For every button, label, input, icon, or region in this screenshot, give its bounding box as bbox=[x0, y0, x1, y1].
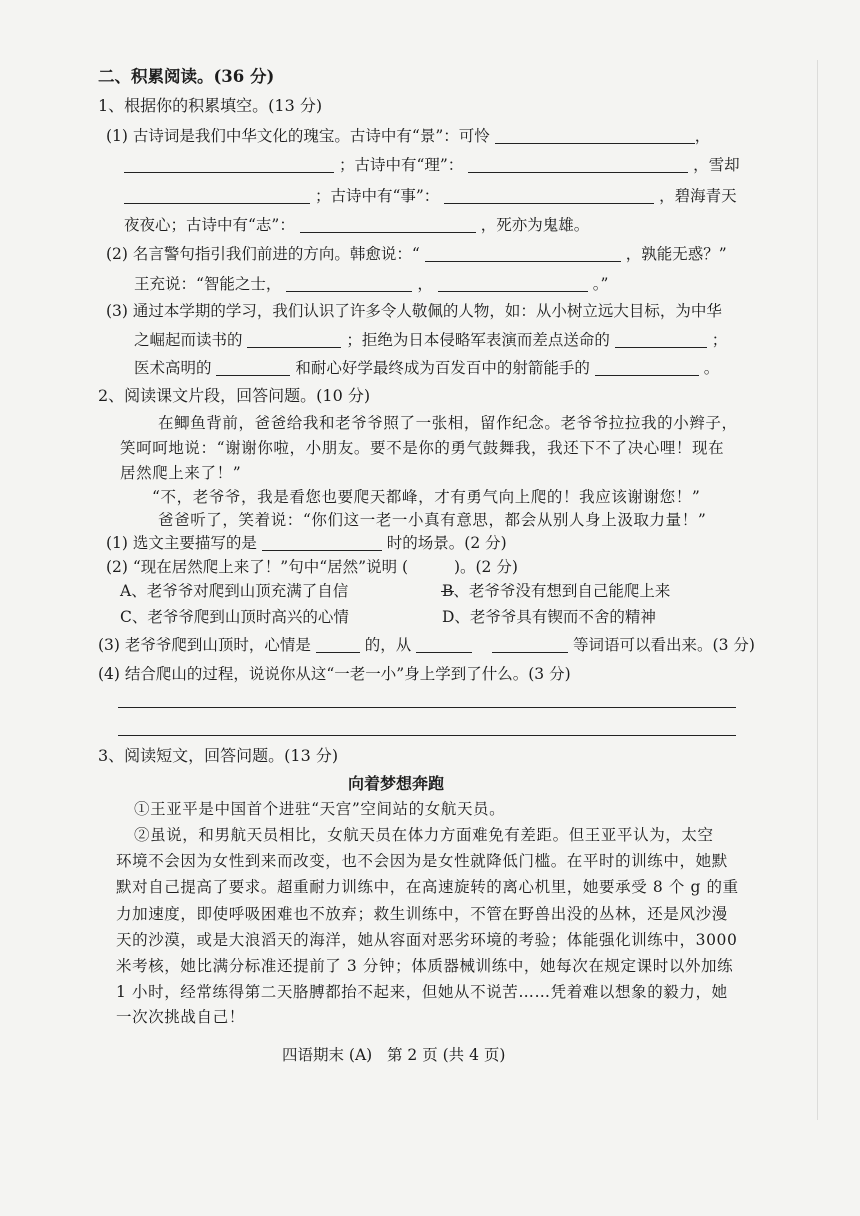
excerpt-line-4: “不，老爷爷，我是看您也要爬天都峰，才有勇气向上爬的！我应该谢谢您！” bbox=[152, 488, 701, 506]
answer-line-2[interactable] bbox=[118, 735, 736, 736]
q1-item2-line2 bbox=[134, 272, 608, 294]
q1-item2-text2a: 王充说：“智能之士， bbox=[134, 275, 282, 293]
q1-item1-text2b: ，雪却 bbox=[693, 156, 740, 174]
q1-item2-num: (2) bbox=[106, 245, 128, 263]
q1-item3-text2b: ；拒绝为日本侵略军表演而差点送命的 bbox=[346, 331, 610, 349]
blank-1[interactable] bbox=[495, 127, 695, 144]
q1-item1-text3a: ；古诗中有“事”： bbox=[314, 187, 440, 205]
q1-item1-text4b: ，死亦为鬼雄。 bbox=[480, 216, 590, 234]
q1-item1-num: (1) bbox=[106, 127, 128, 145]
blank-14[interactable] bbox=[262, 534, 382, 551]
option-b-letter: B bbox=[442, 582, 454, 600]
q1-item1-text4a: 夜夜心；古诗中有“志”： bbox=[124, 216, 295, 234]
option-c[interactable]: C、老爷爷爬到山顶时高兴的心情 bbox=[120, 608, 349, 626]
excerpt-line-2: 笑呵呵地说：“谢谢你啦，小朋友。要不是你的勇气鼓舞我，我还下不了决心哩！现在 bbox=[120, 439, 725, 457]
q1-item2-text1b: ，孰能无惑？” bbox=[625, 245, 727, 263]
article-title: 向着梦想奔跑 bbox=[348, 774, 445, 793]
blank-9[interactable] bbox=[438, 275, 588, 292]
q2-sub1-text-b: 时的场景。(2 分) bbox=[386, 534, 507, 552]
option-b-text: 、老爷爷没有想到自己能爬上来 bbox=[453, 582, 671, 600]
q1-item2-line1 bbox=[106, 242, 727, 264]
question-3-title: 3、阅读短文，回答问题。(13 分) bbox=[98, 746, 339, 765]
blank-5[interactable] bbox=[444, 187, 654, 204]
q2-sub3-text-a: (3) 老爷爷爬到山顶时，心情是 bbox=[98, 636, 311, 654]
page-edge-shadow bbox=[817, 60, 818, 1120]
q2-sub1 bbox=[106, 531, 507, 553]
q1-item2-text2c: 。” bbox=[592, 275, 609, 293]
q1-item3-text2a: 之崛起而读书的 bbox=[134, 331, 243, 349]
q1-item1-line4 bbox=[124, 213, 589, 235]
article-para-2-line-3: 默对自己提高了要求。超重耐力训练中，在高速旋转的离心机里，她要承受 8 个 g 的重 bbox=[116, 878, 739, 896]
q1-item2-text2b: ， bbox=[417, 275, 433, 293]
blank-2[interactable] bbox=[124, 156, 334, 173]
article-para-2-line-7: 1 小时，经常练得第二天胳膊都抬不起来，但她从不说苦……凭着难以想象的毅力，她 bbox=[116, 983, 728, 1001]
q1-item1-text2a: ；古诗中有“理”： bbox=[338, 156, 464, 174]
q1-item1-line3 bbox=[124, 184, 737, 206]
blank-17[interactable] bbox=[492, 636, 568, 653]
question-2-title: 2、阅读课文片段，回答问题。(10 分) bbox=[98, 386, 371, 405]
q2-sub2-text-b: )。(2 分) bbox=[453, 558, 518, 576]
q2-sub2-text-a: (2) “现在居然爬上来了！”句中“居然”说明 ( bbox=[106, 558, 409, 576]
q1-item1-text1: 古诗词是我们中华文化的瑰宝。古诗中有“景”：可怜 bbox=[132, 127, 490, 145]
option-b[interactable] bbox=[442, 579, 670, 601]
option-a[interactable]: A、老爷爷对爬到山顶充满了自信 bbox=[120, 582, 349, 600]
q1-item3-line2 bbox=[134, 328, 727, 350]
excerpt-line-1: 在鲫鱼背前，爸爸给我和老爷爷照了一张相，留作纪念。老爷爷拉拉我的小辫子， bbox=[158, 414, 738, 432]
q2-sub4: (4) 结合爬山的过程，说说你从这“一老一小”身上学到了什么。(3 分) bbox=[98, 665, 571, 683]
q2-sub3-text-c: 等词语可以看出来。(3 分) bbox=[573, 636, 755, 654]
q1-item3-line1 bbox=[106, 299, 722, 321]
blank-12[interactable] bbox=[216, 359, 290, 376]
article-para-2-line-8: 一次次挑战自己！ bbox=[116, 1008, 245, 1026]
q1-item3-num: (3) bbox=[106, 302, 128, 320]
blank-16[interactable] bbox=[416, 636, 472, 653]
question-1-title: 1、根据你的积累填空。(13 分) bbox=[98, 96, 323, 115]
article-para-2-line-5: 天的沙漠，或是大浪滔天的海洋，她从容面对恶劣环境的考验；体能强化训练中，3000 bbox=[116, 931, 738, 949]
blank-7[interactable] bbox=[425, 245, 621, 262]
q1-item3-text1: 通过本学期的学习，我们认识了许多令人敬佩的人物，如：从小树立远大目标，为中华 bbox=[132, 302, 722, 320]
q2-sub1-text-a: (1) 选文主要描写的是 bbox=[106, 534, 257, 552]
blank-6[interactable] bbox=[300, 216, 476, 233]
article-para-2-line-6: 米考核，她比满分标准还提前了 3 分钟；体质器械训练中，她每次在规定课时以外加练 bbox=[116, 957, 734, 975]
excerpt-line-5: 爸爸听了，笑着说：“你们这一老一小真有意思，都会从别人身上汲取力量！” bbox=[158, 511, 707, 529]
q1-item1-text3b: ，碧海青天 bbox=[659, 187, 737, 205]
answer-line-1[interactable] bbox=[118, 707, 736, 708]
q2-sub3-text-b: 的，从 bbox=[364, 636, 412, 654]
article-para-2-line-2: 环境不会因为女性到来而改变，也不会因为是女性就降低门槛。在平时的训练中，她默 bbox=[116, 852, 728, 870]
q2-sub3 bbox=[98, 633, 755, 655]
q1-item2-text1a: 名言警句指引我们前进的方向。韩愈说：“ bbox=[132, 245, 420, 263]
blank-11[interactable] bbox=[615, 331, 707, 348]
blank-3[interactable] bbox=[468, 156, 688, 173]
article-para-2-line-4: 力加速度，即使呼吸困难也不放弃；救生训练中，不管在野兽出没的丛林，还是风沙漫 bbox=[116, 905, 728, 923]
excerpt-line-3: 居然爬上来了！” bbox=[120, 464, 242, 482]
article-para-2-line-1: ②虽说，和男航天员相比，女航天员在体力方面难免有差距。但王亚平认为，太空 bbox=[134, 826, 714, 844]
page-footer: 四语期末 (A) 第 2 页 (共 4 页) bbox=[282, 1046, 506, 1064]
q1-item3-text3c: 。 bbox=[703, 359, 720, 377]
section-title: 二、积累阅读。(36 分) bbox=[98, 67, 275, 86]
blank-10[interactable] bbox=[247, 331, 341, 348]
blank-15[interactable] bbox=[316, 636, 360, 653]
blank-13[interactable] bbox=[595, 359, 699, 376]
option-d[interactable]: D、老爷爷具有锲而不舍的精神 bbox=[442, 608, 656, 626]
q1-item3-line3 bbox=[134, 356, 719, 378]
q2-sub2 bbox=[106, 555, 518, 577]
blank-4[interactable] bbox=[124, 187, 310, 204]
article-para-1: ①王亚平是中国首个进驻“天宫”空间站的女航天员。 bbox=[134, 800, 506, 818]
blank-8[interactable] bbox=[286, 275, 412, 292]
q1-item3-text2c: ； bbox=[711, 331, 728, 349]
q1-item1-line2 bbox=[124, 153, 740, 175]
q1-item3-text3b: 和耐心好学最终成为百发百中的射箭能手的 bbox=[295, 359, 590, 377]
q1-item1-line1: (1) 古诗词是我们中华文化的瑰宝。古诗中有“景”：可怜 ， bbox=[106, 127, 711, 145]
q1-item3-text3a: 医术高明的 bbox=[134, 359, 212, 377]
